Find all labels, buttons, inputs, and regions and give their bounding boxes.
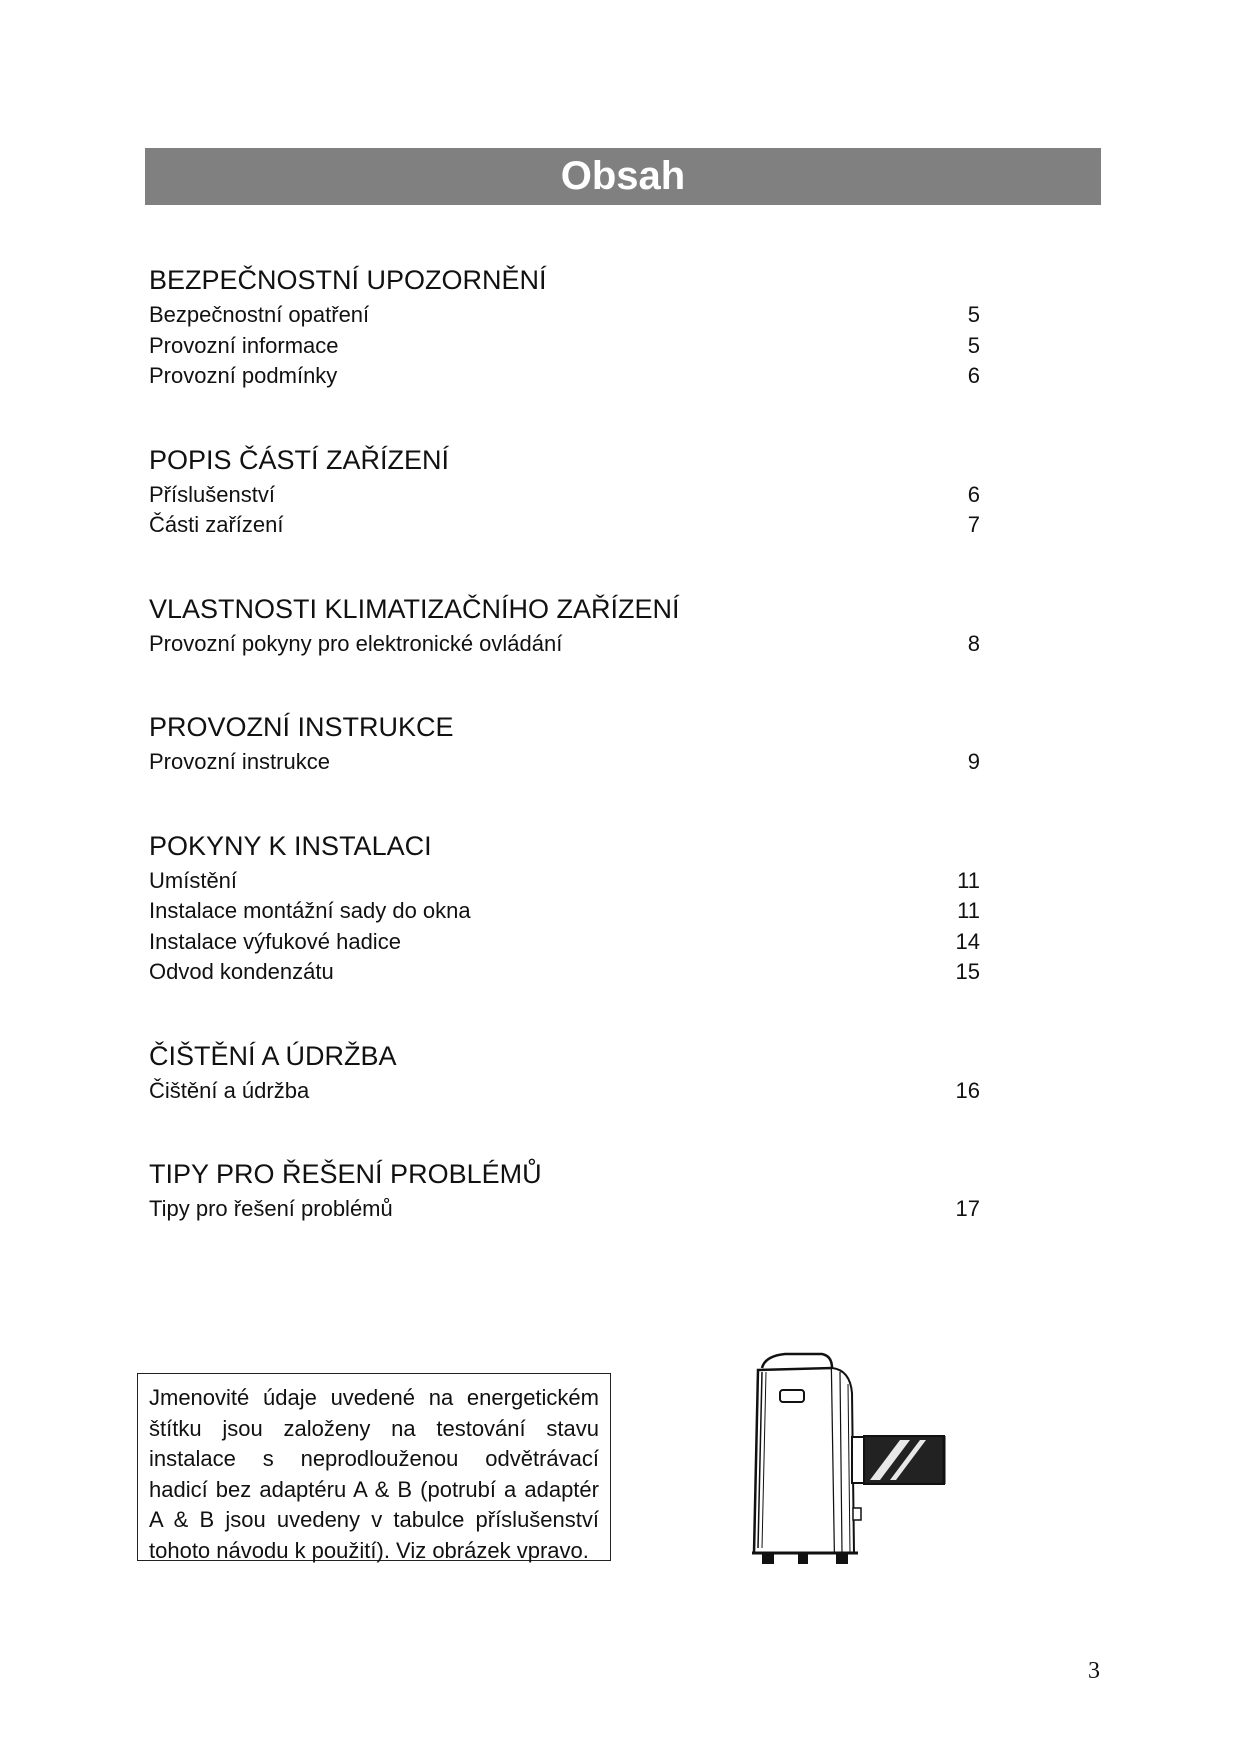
air-conditioner-figure (740, 1348, 958, 1570)
toc-entry-page: 16 (955, 1077, 980, 1103)
toc-entry-label: Umístění (149, 867, 238, 893)
toc-entry-label: Bezpečnostní opatření (149, 302, 370, 327)
toc-section-title: POPIS ČÁSTÍ ZAŘÍZENÍ (149, 444, 450, 475)
toc-entry-page: 6 (967, 481, 980, 507)
toc-entry-page: 8 (967, 630, 980, 656)
toc-entry-label: Instalace výfukové hadice (149, 928, 401, 954)
toc-entry (149, 480, 980, 511)
toc-entry-page: 7 (967, 512, 980, 537)
toc-entry-page: 14 (955, 928, 980, 954)
toc-entry (149, 866, 980, 897)
toc-entry (149, 300, 980, 331)
toc-section (149, 591, 980, 660)
toc-entry (149, 957, 980, 988)
toc-entry-page: 5 (967, 332, 980, 358)
toc-entry-page: 11 (957, 867, 980, 893)
page-title: Obsah (145, 148, 1101, 205)
toc-entry (149, 896, 980, 927)
toc-entry-label: Části zařízení (149, 512, 284, 537)
toc-entry-page: 11 (957, 898, 980, 923)
toc-section (149, 828, 980, 988)
toc-entry-label: Instalace montážní sady do okna (149, 898, 471, 923)
toc-section (149, 262, 980, 392)
toc-section-title: ČIŠTĚNÍ A ÚDRŽBA (149, 1040, 397, 1071)
toc-entry-page: 15 (955, 959, 980, 984)
toc-section-title: PROVOZNÍ INSTRUKCE (149, 712, 454, 742)
toc-entry-label: Tipy pro řešení problémů (149, 1196, 393, 1221)
toc-section (149, 1038, 980, 1107)
toc-entry (149, 747, 980, 778)
toc-entry (149, 510, 980, 541)
toc-entry-label: Provozní informace (149, 332, 339, 358)
toc-section-title: VLASTNOSTI KLIMATIZAČNÍHO ZAŘÍZENÍ (149, 593, 680, 624)
table-of-contents (149, 262, 980, 1275)
toc-entry-page: 17 (955, 1196, 980, 1221)
portable-air-conditioner-icon (740, 1348, 958, 1570)
toc-entry-label: Čištění a údržba (149, 1077, 310, 1103)
toc-entry (149, 1194, 980, 1225)
toc-section (149, 709, 980, 778)
toc-section-title: BEZPEČNOSTNÍ UPOZORNĚNÍ (149, 265, 547, 295)
toc-section-title: TIPY PRO ŘEŠENÍ PROBLÉMŮ (149, 1159, 542, 1189)
toc-entry-label: Odvod kondenzátu (149, 959, 334, 984)
toc-entry-label: Provozní podmínky (149, 363, 338, 388)
toc-entry (149, 331, 980, 362)
toc-entry-label: Provozní instrukce (149, 749, 330, 774)
toc-entry-page: 6 (967, 363, 980, 388)
toc-entry (149, 927, 980, 958)
toc-entry-label: Příslušenství (149, 481, 275, 507)
toc-entry-page: 5 (967, 302, 980, 327)
page-number: 3 (1088, 1658, 1100, 1684)
energy-label-note: Jmenovité údaje uvedené na energetickém štítku jsou založeny na testování stavu instalace s neprodlouženou odvětrávací hadicí bez adaptéru A & B (potrubí a adaptér A & B jsou uvedeny v tabulce příslušenství tohoto návodu k použití). Viz obrázek vpravo. (137, 1373, 611, 1561)
toc-entry-label: Provozní pokyny pro elektronické ovládání (149, 630, 563, 656)
toc-entry (149, 1076, 980, 1107)
toc-entry (149, 361, 980, 392)
toc-section-title: POKYNY K INSTALACI (149, 830, 432, 861)
toc-entry (149, 629, 980, 660)
toc-section (149, 442, 980, 541)
toc-entry-page: 9 (967, 749, 980, 774)
toc-section (149, 1156, 980, 1225)
